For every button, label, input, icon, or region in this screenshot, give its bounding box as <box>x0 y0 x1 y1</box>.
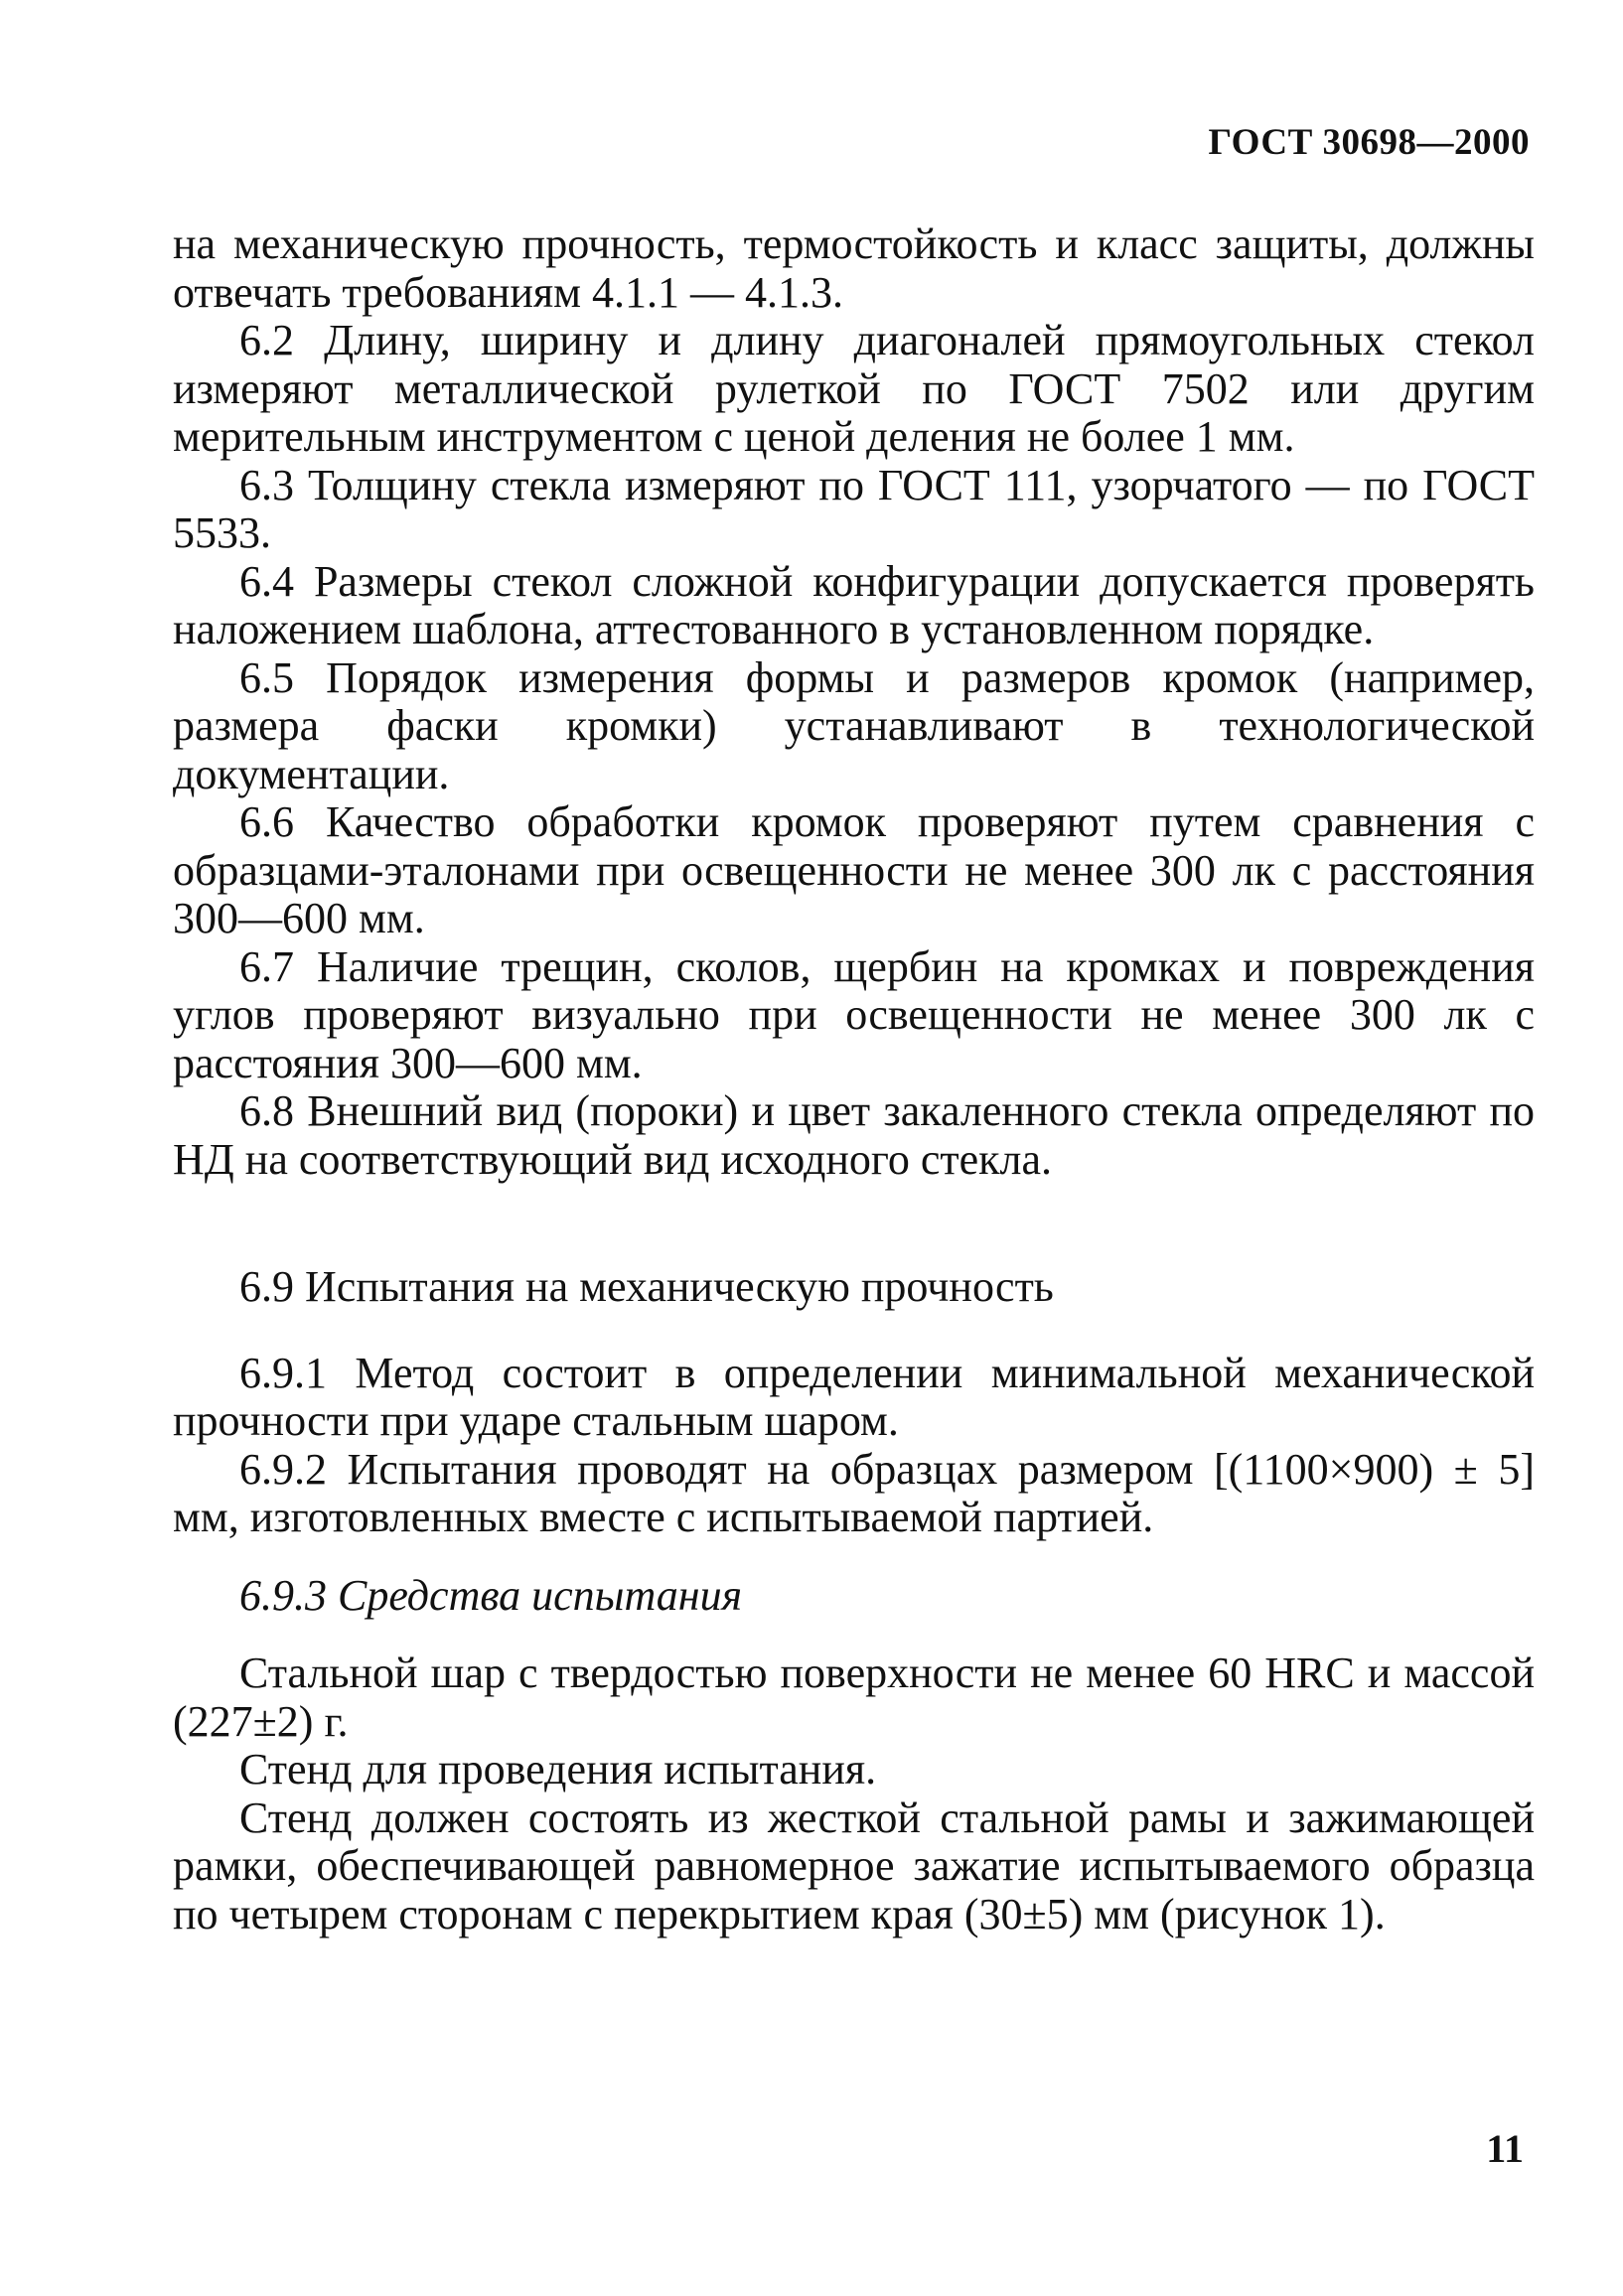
document-id-header: ГОСТ 30698—2000 <box>1208 122 1530 163</box>
paragraph-continuation: на механическую прочность, термостойкость и класс защиты, должны отвечать требованиям 4.1.1 — 4.1.3. <box>173 219 1535 317</box>
paragraph-6-6: 6.6 Качество обработки кромок проверяют путем сравнения с образцами-эталонами при освещенности не менее 300 лк с расстояния 300—600 мм. <box>173 797 1535 942</box>
paragraph-6-3: 6.3 Толщину стекла измеряют по ГОСТ 111, узорчатого — по ГОСТ 5533. <box>173 460 1535 557</box>
paragraph-6-9-2: 6.9.2 Испытания проводят на образцах размером [(1100×900) ± 5] мм, изготовленных вместе с испытываемой партией. <box>173 1444 1535 1541</box>
paragraph-6-9-1: 6.9.1 Метод состоит в определении минимальной механической прочности при ударе стальным шаром. <box>173 1348 1535 1445</box>
page-number: 11 <box>1486 2126 1524 2171</box>
section-heading-6-9: 6.9 Испытания на механическую прочность <box>239 1262 1054 1311</box>
paragraph-steel-ball: Стальной шар с твердостью поверхности не менее 60 HRC и массой (227±2) г. <box>173 1649 1535 1746</box>
paragraph-6-7: 6.7 Наличие трещин, сколов, щербин на кромках и повреждения углов проверяют визуально при освещенности не менее 300 лк с расстояния 300—600 мм. <box>173 941 1535 1087</box>
paragraph-stand-description: Стенд должен состоять из жесткой стальной рамы и зажимающей рамки, обеспечивающей равномерное зажатие испытываемого образца по четырем сторонам с перекрытием края (30±5) мм (рисунок 1). <box>173 1793 1535 1938</box>
body-text <box>173 220 1535 1938</box>
paragraph-6-2: 6.2 Длину, ширину и длину диагоналей прямоугольных стекол измеряют металлической рулеткой по ГОСТ 7502 или другим мерительным инструментом с ценой деления не более 1 мм. <box>173 316 1535 461</box>
paragraph-6-5: 6.5 Порядок измерения формы и размеров кромок (например, размера фаски кромки) устанавливают в технологической документации. <box>173 652 1535 798</box>
paragraph-6-4: 6.4 Размеры стекол сложной конфигурации допускается проверять наложением шаблона, аттестованного в установленном порядке. <box>173 556 1535 653</box>
paragraph-6-8: 6.8 Внешний вид (пороки) и цвет закаленного стекла определяют по НД на соответствующий вид исходного стекла. <box>173 1086 1535 1184</box>
paragraph-test-stand: Стенд для проведения испытания. <box>239 1745 877 1794</box>
subheading-6-9-3: 6.9.3 Средства испытания <box>239 1570 743 1620</box>
